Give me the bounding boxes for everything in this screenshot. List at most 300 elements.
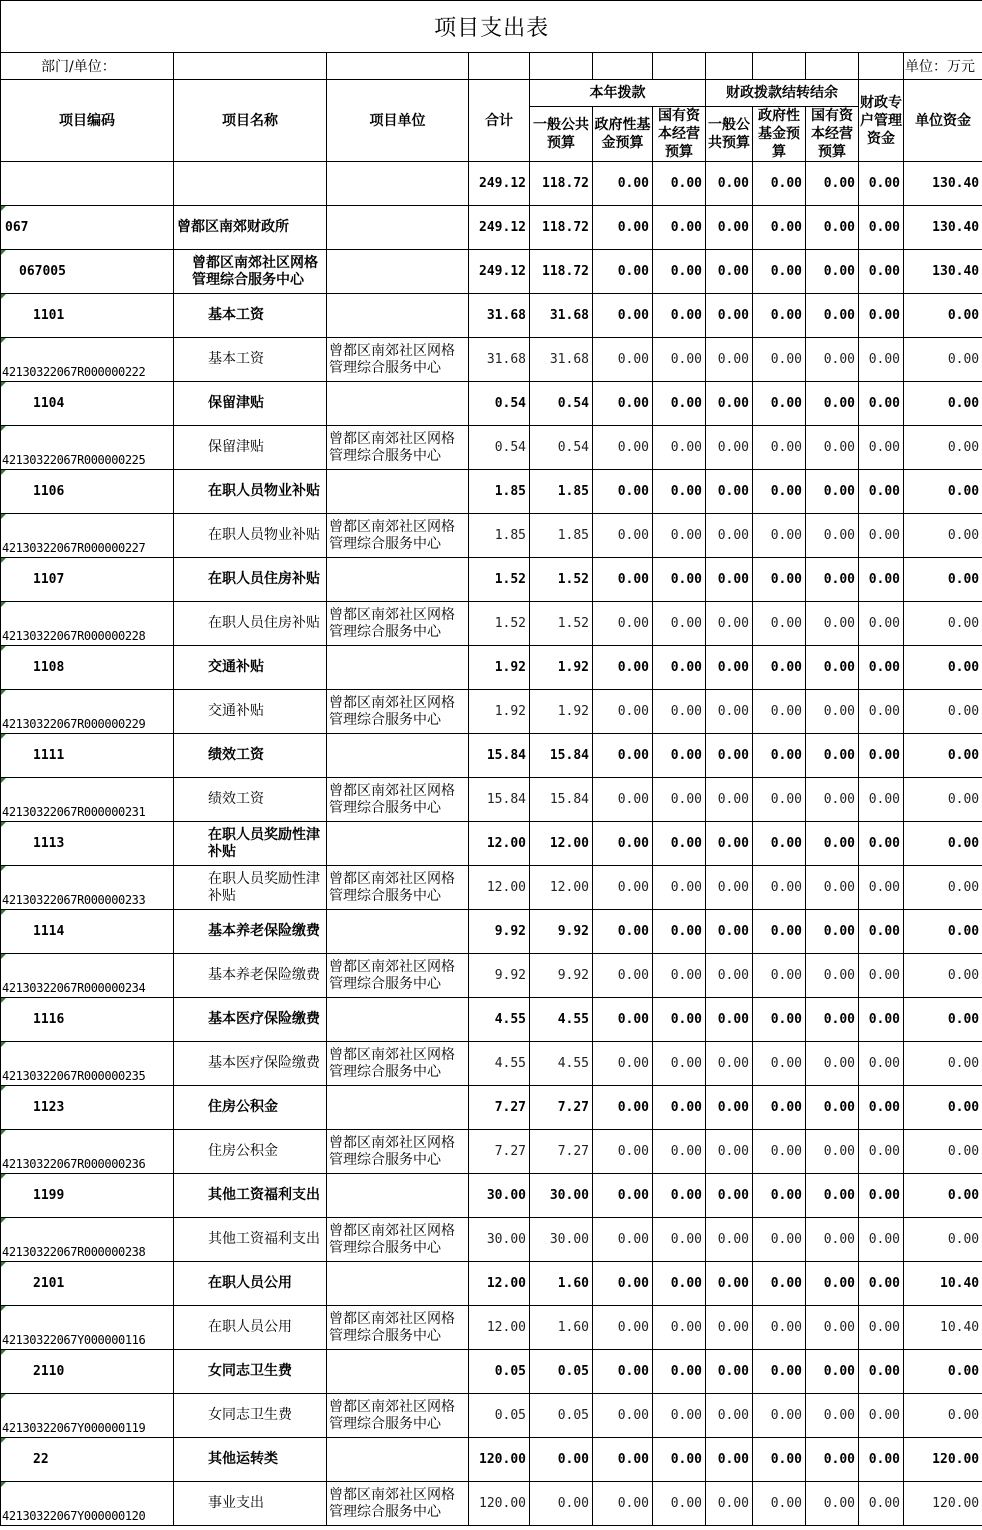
project-code-cell: 22 <box>1 1438 174 1482</box>
project-unit-cell: 曾都区南郊社区网格管理综合服务中心 <box>327 1218 469 1262</box>
carry-state-capital-cell: 0.00 <box>806 910 859 954</box>
own-funds-cell: 0.00 <box>904 558 982 602</box>
gov-fund-cell: 0.00 <box>593 426 653 470</box>
summary-row <box>1 470 982 514</box>
general-budget-cell: 1.92 <box>530 646 593 690</box>
general-budget-cell: 1.85 <box>530 470 593 514</box>
carry-state-capital-cell: 0.00 <box>806 1306 859 1350</box>
project-name-cell: 其他工资福利支出 <box>174 1174 327 1218</box>
carry-state-capital-cell: 0.00 <box>806 426 859 470</box>
general-budget-cell: 7.27 <box>530 1130 593 1174</box>
total-cell: 249.12 <box>469 250 530 294</box>
project-name-cell: 基本工资 <box>174 294 327 338</box>
general-budget-cell: 118.72 <box>530 162 593 206</box>
project-code-cell: 1199 <box>1 1174 174 1218</box>
state-capital-cell: 0.00 <box>653 558 706 602</box>
project-unit-cell <box>327 910 469 954</box>
project-code-cell: 1114 <box>1 910 174 954</box>
project-name-cell: 在职人员住房补贴 <box>174 558 327 602</box>
summary-row <box>1 646 982 690</box>
special-account-cell: 0.00 <box>859 250 904 294</box>
project-name-cell <box>174 162 327 206</box>
carry-general-cell: 0.00 <box>706 514 753 558</box>
own-funds-cell: 0.00 <box>904 426 982 470</box>
carry-general-cell: 0.00 <box>706 1130 753 1174</box>
carry-general-cell: 0.00 <box>706 954 753 998</box>
general-budget-cell: 15.84 <box>530 734 593 778</box>
carry-state-capital-cell: 0.00 <box>806 162 859 206</box>
own-funds-cell: 0.00 <box>904 954 982 998</box>
total-cell: 30.00 <box>469 1174 530 1218</box>
header-carry-over: 财政拨款结转结余 <box>706 80 859 107</box>
carry-state-capital-cell: 0.00 <box>806 1438 859 1482</box>
project-unit-cell <box>327 1262 469 1306</box>
project-row <box>1 690 982 734</box>
carry-general-cell: 0.00 <box>706 250 753 294</box>
total-cell: 0.05 <box>469 1350 530 1394</box>
header-carry-general-budget: 一般公共预算 <box>706 107 753 162</box>
summary-row <box>1 1086 982 1130</box>
project-name-cell: 其他运转类 <box>174 1438 327 1482</box>
own-funds-cell: 0.00 <box>904 778 982 822</box>
general-budget-cell: 1.60 <box>530 1262 593 1306</box>
carry-general-cell: 0.00 <box>706 646 753 690</box>
dept-blank-cell <box>653 53 706 80</box>
state-capital-cell: 0.00 <box>653 1306 706 1350</box>
special-account-cell: 0.00 <box>859 206 904 250</box>
carry-gov-fund-cell: 0.00 <box>753 954 806 998</box>
special-account-cell: 0.00 <box>859 1042 904 1086</box>
state-capital-cell: 0.00 <box>653 1174 706 1218</box>
total-cell: 9.92 <box>469 910 530 954</box>
state-capital-cell: 0.00 <box>653 602 706 646</box>
project-name-cell: 在职人员物业补贴 <box>174 514 327 558</box>
own-funds-cell: 0.00 <box>904 470 982 514</box>
dept-blank-cell <box>530 53 593 80</box>
gov-fund-cell: 0.00 <box>593 1086 653 1130</box>
header-carry-gov-fund: 政府性基金预算 <box>753 107 806 162</box>
own-funds-cell: 0.00 <box>904 514 982 558</box>
carry-general-cell: 0.00 <box>706 426 753 470</box>
project-unit-cell: 曾都区南郊社区网格管理综合服务中心 <box>327 1130 469 1174</box>
gov-fund-cell: 0.00 <box>593 338 653 382</box>
special-account-cell: 0.00 <box>859 1482 904 1526</box>
project-name-cell: 在职人员物业补贴 <box>174 470 327 514</box>
own-funds-cell: 0.00 <box>904 1042 982 1086</box>
carry-state-capital-cell: 0.00 <box>806 998 859 1042</box>
carry-gov-fund-cell: 0.00 <box>753 1262 806 1306</box>
project-code-cell: 42130322067R000000227 <box>1 514 174 558</box>
dept-blank-cell <box>174 53 327 80</box>
project-unit-cell: 曾都区南郊社区网格管理综合服务中心 <box>327 602 469 646</box>
project-row <box>1 602 982 646</box>
total-cell: 249.12 <box>469 206 530 250</box>
project-name-cell: 事业支出 <box>174 1482 327 1526</box>
header-own-funds: 单位资金 <box>904 80 982 162</box>
carry-state-capital-cell: 0.00 <box>806 602 859 646</box>
dept-blank-cell <box>593 53 653 80</box>
gov-fund-cell: 0.00 <box>593 1218 653 1262</box>
state-capital-cell: 0.00 <box>653 294 706 338</box>
project-code-cell: 42130322067Y000000119 <box>1 1394 174 1438</box>
gov-fund-cell: 0.00 <box>593 162 653 206</box>
carry-gov-fund-cell: 0.00 <box>753 206 806 250</box>
carry-gov-fund-cell: 0.00 <box>753 1482 806 1526</box>
project-row <box>1 426 982 470</box>
dept-blank-cell <box>753 53 806 80</box>
project-unit-cell: 曾都区南郊社区网格管理综合服务中心 <box>327 426 469 470</box>
general-budget-cell: 118.72 <box>530 206 593 250</box>
summary-row <box>1 1262 982 1306</box>
special-account-cell: 0.00 <box>859 778 904 822</box>
carry-general-cell: 0.00 <box>706 602 753 646</box>
own-funds-cell: 10.40 <box>904 1306 982 1350</box>
gov-fund-cell: 0.00 <box>593 954 653 998</box>
project-code-cell: 42130322067R000000231 <box>1 778 174 822</box>
carry-state-capital-cell: 0.00 <box>806 1174 859 1218</box>
carry-general-cell: 0.00 <box>706 162 753 206</box>
project-row <box>1 1218 982 1262</box>
summary-row <box>1 998 982 1042</box>
project-unit-cell: 曾都区南郊社区网格管理综合服务中心 <box>327 1306 469 1350</box>
gov-fund-cell: 0.00 <box>593 998 653 1042</box>
carry-general-cell: 0.00 <box>706 382 753 426</box>
own-funds-cell: 0.00 <box>904 1218 982 1262</box>
special-account-cell: 0.00 <box>859 470 904 514</box>
project-unit-cell <box>327 1438 469 1482</box>
carry-general-cell: 0.00 <box>706 1086 753 1130</box>
project-code-cell: 1113 <box>1 822 174 866</box>
special-account-cell: 0.00 <box>859 1394 904 1438</box>
gov-fund-cell: 0.00 <box>593 734 653 778</box>
project-unit-cell: 曾都区南郊社区网格管理综合服务中心 <box>327 1042 469 1086</box>
own-funds-cell: 0.00 <box>904 382 982 426</box>
project-name-cell: 在职人员奖励性津补贴 <box>174 822 327 866</box>
project-code-cell: 42130322067Y000000120 <box>1 1482 174 1526</box>
carry-general-cell: 0.00 <box>706 866 753 910</box>
carry-gov-fund-cell: 0.00 <box>753 338 806 382</box>
carry-general-cell: 0.00 <box>706 1482 753 1526</box>
total-cell: 12.00 <box>469 866 530 910</box>
carry-gov-fund-cell: 0.00 <box>753 998 806 1042</box>
general-budget-cell: 0.05 <box>530 1394 593 1438</box>
summary-row <box>1 558 982 602</box>
project-code-cell: 1101 <box>1 294 174 338</box>
gov-fund-cell: 0.00 <box>593 646 653 690</box>
own-funds-cell: 10.40 <box>904 1262 982 1306</box>
header-special-account: 财政专户管理资金 <box>859 80 904 162</box>
carry-general-cell: 0.00 <box>706 778 753 822</box>
carry-gov-fund-cell: 0.00 <box>753 162 806 206</box>
special-account-cell: 0.00 <box>859 1438 904 1482</box>
gov-fund-cell: 0.00 <box>593 1350 653 1394</box>
project-row <box>1 1042 982 1086</box>
project-name-cell: 基本医疗保险缴费 <box>174 998 327 1042</box>
carry-state-capital-cell: 0.00 <box>806 1086 859 1130</box>
gov-fund-cell: 0.00 <box>593 1042 653 1086</box>
summary-row <box>1 294 982 338</box>
total-cell: 1.52 <box>469 602 530 646</box>
project-name-cell: 基本养老保险缴费 <box>174 954 327 998</box>
special-account-cell: 0.00 <box>859 514 904 558</box>
project-name-cell: 绩效工资 <box>174 734 327 778</box>
general-budget-cell: 15.84 <box>530 778 593 822</box>
project-unit-cell: 曾都区南郊社区网格管理综合服务中心 <box>327 954 469 998</box>
gov-fund-cell: 0.00 <box>593 1438 653 1482</box>
general-budget-cell: 9.92 <box>530 910 593 954</box>
carry-gov-fund-cell: 0.00 <box>753 646 806 690</box>
carry-gov-fund-cell: 0.00 <box>753 910 806 954</box>
project-name-cell: 曾都区南郊社区网格管理综合服务中心 <box>174 250 327 294</box>
summary-row <box>1 1350 982 1394</box>
carry-gov-fund-cell: 0.00 <box>753 1174 806 1218</box>
general-budget-cell: 7.27 <box>530 1086 593 1130</box>
state-capital-cell: 0.00 <box>653 1086 706 1130</box>
carry-state-capital-cell: 0.00 <box>806 294 859 338</box>
general-budget-cell: 30.00 <box>530 1218 593 1262</box>
total-cell: 9.92 <box>469 954 530 998</box>
general-budget-cell: 31.68 <box>530 294 593 338</box>
carry-general-cell: 0.00 <box>706 206 753 250</box>
carry-state-capital-cell: 0.00 <box>806 822 859 866</box>
summary-row <box>1 206 982 250</box>
carry-gov-fund-cell: 0.00 <box>753 1394 806 1438</box>
state-capital-cell: 0.00 <box>653 1438 706 1482</box>
project-code-cell: 1104 <box>1 382 174 426</box>
carry-state-capital-cell: 0.00 <box>806 1394 859 1438</box>
carry-state-capital-cell: 0.00 <box>806 1262 859 1306</box>
project-code-cell: 1116 <box>1 998 174 1042</box>
total-cell: 0.54 <box>469 426 530 470</box>
carry-state-capital-cell: 0.00 <box>806 1350 859 1394</box>
project-name-cell: 交通补贴 <box>174 646 327 690</box>
general-budget-cell: 31.68 <box>530 338 593 382</box>
special-account-cell: 0.00 <box>859 1262 904 1306</box>
carry-state-capital-cell: 0.00 <box>806 778 859 822</box>
total-cell: 12.00 <box>469 1306 530 1350</box>
project-name-cell: 基本医疗保险缴费 <box>174 1042 327 1086</box>
total-cell: 120.00 <box>469 1438 530 1482</box>
special-account-cell: 0.00 <box>859 690 904 734</box>
special-account-cell: 0.00 <box>859 998 904 1042</box>
project-name-cell: 住房公积金 <box>174 1130 327 1174</box>
total-cell: 1.92 <box>469 690 530 734</box>
header-unit: 项目单位 <box>327 80 469 162</box>
summary-row <box>1 1174 982 1218</box>
project-name-cell: 其他工资福利支出 <box>174 1218 327 1262</box>
dept-blank-cell <box>806 53 859 80</box>
project-code-cell: 067005 <box>1 250 174 294</box>
total-cell: 31.68 <box>469 294 530 338</box>
special-account-cell: 0.00 <box>859 1174 904 1218</box>
project-name-cell: 交通补贴 <box>174 690 327 734</box>
project-code-cell: 1123 <box>1 1086 174 1130</box>
project-code-cell: 1108 <box>1 646 174 690</box>
carry-state-capital-cell: 0.00 <box>806 1482 859 1526</box>
state-capital-cell: 0.00 <box>653 910 706 954</box>
special-account-cell: 0.00 <box>859 910 904 954</box>
carry-gov-fund-cell: 0.00 <box>753 294 806 338</box>
total-cell: 12.00 <box>469 822 530 866</box>
total-cell: 1.92 <box>469 646 530 690</box>
header-this-year: 本年拨款 <box>530 80 706 107</box>
header-name: 项目名称 <box>174 80 327 162</box>
project-code-cell: 42130322067R000000225 <box>1 426 174 470</box>
project-row <box>1 954 982 998</box>
carry-gov-fund-cell: 0.00 <box>753 1218 806 1262</box>
general-budget-cell: 0.54 <box>530 382 593 426</box>
total-cell: 0.05 <box>469 1394 530 1438</box>
header-code: 项目编码 <box>1 80 174 162</box>
carry-gov-fund-cell: 0.00 <box>753 250 806 294</box>
carry-state-capital-cell: 0.00 <box>806 558 859 602</box>
project-name-cell: 基本养老保险缴费 <box>174 910 327 954</box>
carry-gov-fund-cell: 0.00 <box>753 382 806 426</box>
project-code-cell: 2101 <box>1 1262 174 1306</box>
general-budget-cell: 4.55 <box>530 998 593 1042</box>
project-unit-cell: 曾都区南郊社区网格管理综合服务中心 <box>327 514 469 558</box>
page-title: 项目支出表 <box>1 1 982 53</box>
general-budget-cell: 1.85 <box>530 514 593 558</box>
project-unit-cell: 曾都区南郊社区网格管理综合服务中心 <box>327 1394 469 1438</box>
project-unit-cell <box>327 646 469 690</box>
state-capital-cell: 0.00 <box>653 470 706 514</box>
project-row <box>1 338 982 382</box>
state-capital-cell: 0.00 <box>653 734 706 778</box>
gov-fund-cell: 0.00 <box>593 514 653 558</box>
total-cell: 7.27 <box>469 1130 530 1174</box>
carry-general-cell: 0.00 <box>706 1438 753 1482</box>
carry-gov-fund-cell: 0.00 <box>753 514 806 558</box>
general-budget-cell: 0.00 <box>530 1438 593 1482</box>
project-code-cell: 42130322067R000000233 <box>1 866 174 910</box>
general-budget-cell: 1.52 <box>530 602 593 646</box>
carry-general-cell: 0.00 <box>706 1394 753 1438</box>
project-unit-cell <box>327 1086 469 1130</box>
dept-blank-cell <box>859 53 904 80</box>
special-account-cell: 0.00 <box>859 734 904 778</box>
project-name-cell: 绩效工资 <box>174 778 327 822</box>
project-row <box>1 1394 982 1438</box>
unit-label: 单位：万元 <box>904 53 982 80</box>
own-funds-cell: 0.00 <box>904 294 982 338</box>
project-name-cell: 女同志卫生费 <box>174 1350 327 1394</box>
project-code-cell: 42130322067R000000236 <box>1 1130 174 1174</box>
header-general-budget: 一般公共预算 <box>530 107 593 162</box>
project-unit-cell <box>327 998 469 1042</box>
total-cell: 1.85 <box>469 470 530 514</box>
gov-fund-cell: 0.00 <box>593 558 653 602</box>
project-row <box>1 1482 982 1526</box>
own-funds-cell: 0.00 <box>904 1086 982 1130</box>
project-code-cell: 1106 <box>1 470 174 514</box>
general-budget-cell: 30.00 <box>530 1174 593 1218</box>
summary-row <box>1 734 982 778</box>
department-label: 部门/单位： <box>1 53 174 80</box>
header-gov-fund: 政府性基金预算 <box>593 107 653 162</box>
state-capital-cell: 0.00 <box>653 1262 706 1306</box>
summary-row <box>1 1438 982 1482</box>
total-cell: 1.85 <box>469 514 530 558</box>
state-capital-cell: 0.00 <box>653 1218 706 1262</box>
project-code-cell: 42130322067R000000228 <box>1 602 174 646</box>
project-unit-cell <box>327 382 469 426</box>
carry-general-cell: 0.00 <box>706 1218 753 1262</box>
carry-gov-fund-cell: 0.00 <box>753 426 806 470</box>
general-budget-cell: 1.92 <box>530 690 593 734</box>
carry-gov-fund-cell: 0.00 <box>753 1086 806 1130</box>
project-code-cell <box>1 162 174 206</box>
total-cell: 249.12 <box>469 162 530 206</box>
state-capital-cell: 0.00 <box>653 954 706 998</box>
state-capital-cell: 0.00 <box>653 1350 706 1394</box>
own-funds-cell: 0.00 <box>904 1130 982 1174</box>
own-funds-cell: 0.00 <box>904 1350 982 1394</box>
summary-row <box>1 162 982 206</box>
own-funds-cell: 130.40 <box>904 250 982 294</box>
project-unit-cell: 曾都区南郊社区网格管理综合服务中心 <box>327 690 469 734</box>
own-funds-cell: 0.00 <box>904 1394 982 1438</box>
project-name-cell: 在职人员住房补贴 <box>174 602 327 646</box>
project-code-cell: 42130322067R000000238 <box>1 1218 174 1262</box>
carry-state-capital-cell: 0.00 <box>806 338 859 382</box>
special-account-cell: 0.00 <box>859 602 904 646</box>
carry-state-capital-cell: 0.00 <box>806 866 859 910</box>
total-cell: 7.27 <box>469 1086 530 1130</box>
gov-fund-cell: 0.00 <box>593 294 653 338</box>
special-account-cell: 0.00 <box>859 1306 904 1350</box>
special-account-cell: 0.00 <box>859 294 904 338</box>
carry-general-cell: 0.00 <box>706 1306 753 1350</box>
own-funds-cell: 120.00 <box>904 1438 982 1482</box>
gov-fund-cell: 0.00 <box>593 1394 653 1438</box>
own-funds-cell: 130.40 <box>904 162 982 206</box>
own-funds-cell: 0.00 <box>904 822 982 866</box>
summary-row <box>1 822 982 866</box>
carry-gov-fund-cell: 0.00 <box>753 558 806 602</box>
project-name-cell: 保留津贴 <box>174 382 327 426</box>
state-capital-cell: 0.00 <box>653 338 706 382</box>
state-capital-cell: 0.00 <box>653 514 706 558</box>
carry-gov-fund-cell: 0.00 <box>753 1438 806 1482</box>
header-carry-state-capital: 国有资本经营预算 <box>806 107 859 162</box>
carry-state-capital-cell: 0.00 <box>806 690 859 734</box>
carry-general-cell: 0.00 <box>706 1262 753 1306</box>
carry-state-capital-cell: 0.00 <box>806 514 859 558</box>
gov-fund-cell: 0.00 <box>593 1130 653 1174</box>
gov-fund-cell: 0.00 <box>593 910 653 954</box>
carry-gov-fund-cell: 0.00 <box>753 866 806 910</box>
state-capital-cell: 0.00 <box>653 778 706 822</box>
project-unit-cell: 曾都区南郊社区网格管理综合服务中心 <box>327 338 469 382</box>
project-code-cell: 1107 <box>1 558 174 602</box>
project-code-cell: 42130322067R000000222 <box>1 338 174 382</box>
general-budget-cell: 118.72 <box>530 250 593 294</box>
summary-row <box>1 250 982 294</box>
project-unit-cell <box>327 558 469 602</box>
general-budget-cell: 1.60 <box>530 1306 593 1350</box>
general-budget-cell: 0.54 <box>530 426 593 470</box>
project-code-cell: 42130322067R000000229 <box>1 690 174 734</box>
own-funds-cell: 120.00 <box>904 1482 982 1526</box>
special-account-cell: 0.00 <box>859 822 904 866</box>
total-cell: 30.00 <box>469 1218 530 1262</box>
dept-blank-cell <box>327 53 469 80</box>
carry-gov-fund-cell: 0.00 <box>753 822 806 866</box>
carry-gov-fund-cell: 0.00 <box>753 778 806 822</box>
state-capital-cell: 0.00 <box>653 206 706 250</box>
carry-state-capital-cell: 0.00 <box>806 1130 859 1174</box>
